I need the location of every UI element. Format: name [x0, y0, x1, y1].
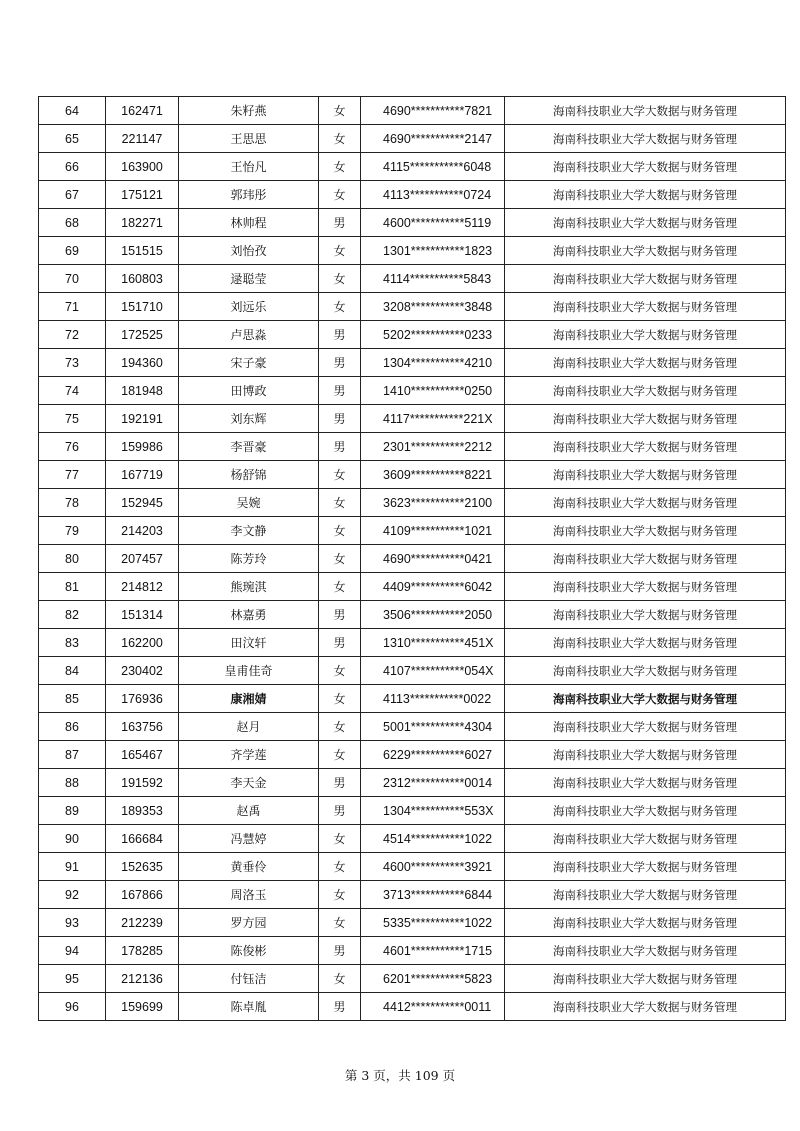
- school-major: 海南科技职业大学大数据与财务管理: [505, 433, 786, 461]
- row-number: 76: [39, 433, 106, 461]
- row-number: 77: [39, 461, 106, 489]
- id-number: 1410***********0250: [361, 377, 505, 405]
- student-name: 陈芳玲: [179, 545, 319, 573]
- school-major: 海南科技职业大学大数据与财务管理: [505, 153, 786, 181]
- table-row: [39, 797, 786, 825]
- table-row: [39, 265, 786, 293]
- student-gender: 女: [319, 881, 361, 909]
- id-number: 5001***********4304: [361, 713, 505, 741]
- table-row: [39, 629, 786, 657]
- student-gender: 女: [319, 293, 361, 321]
- school-major: 海南科技职业大学大数据与财务管理: [505, 97, 786, 125]
- student-name: 田汶轩: [179, 629, 319, 657]
- school-major: 海南科技职业大学大数据与财务管理: [505, 825, 786, 853]
- student-gender: 女: [319, 853, 361, 881]
- id-number: 3506***********2050: [361, 601, 505, 629]
- table-row: [39, 657, 786, 685]
- row-number: 70: [39, 265, 106, 293]
- table-row: [39, 825, 786, 853]
- student-id: 152945: [106, 489, 179, 517]
- student-gender: 男: [319, 377, 361, 405]
- student-id: 151314: [106, 601, 179, 629]
- table-row: [39, 601, 786, 629]
- table-row: [39, 153, 786, 181]
- school-major: 海南科技职业大学大数据与财务管理: [505, 125, 786, 153]
- row-number: 92: [39, 881, 106, 909]
- student-gender: 男: [319, 937, 361, 965]
- student-id: 214812: [106, 573, 179, 601]
- table-row: [39, 545, 786, 573]
- school-major: 海南科技职业大学大数据与财务管理: [505, 377, 786, 405]
- table-row: [39, 433, 786, 461]
- student-id: 214203: [106, 517, 179, 545]
- student-name: 付钰洁: [179, 965, 319, 993]
- id-number: 1304***********553X: [361, 797, 505, 825]
- school-major: 海南科技职业大学大数据与财务管理: [505, 321, 786, 349]
- id-number: 4601***********1715: [361, 937, 505, 965]
- school-major: 海南科技职业大学大数据与财务管理: [505, 713, 786, 741]
- student-id: 189353: [106, 797, 179, 825]
- student-gender: 女: [319, 965, 361, 993]
- table-row: [39, 461, 786, 489]
- table-row: [39, 993, 786, 1021]
- id-number: 4690***********7821: [361, 97, 505, 125]
- student-name: 卢思淼: [179, 321, 319, 349]
- student-name: 黄垂伶: [179, 853, 319, 881]
- student-id: 152635: [106, 853, 179, 881]
- row-number: 96: [39, 993, 106, 1021]
- student-name: 李文静: [179, 517, 319, 545]
- student-id: 162200: [106, 629, 179, 657]
- id-number: 4107***********054X: [361, 657, 505, 685]
- row-number: 90: [39, 825, 106, 853]
- id-number: 4600***********5119: [361, 209, 505, 237]
- student-id: 163900: [106, 153, 179, 181]
- student-name: 王思思: [179, 125, 319, 153]
- table-row: [39, 881, 786, 909]
- student-id: 212136: [106, 965, 179, 993]
- student-gender: 男: [319, 601, 361, 629]
- student-id: 194360: [106, 349, 179, 377]
- row-number: 87: [39, 741, 106, 769]
- student-id: 159699: [106, 993, 179, 1021]
- student-id: 163756: [106, 713, 179, 741]
- student-name: 李天金: [179, 769, 319, 797]
- table-row: [39, 741, 786, 769]
- table-row: [39, 909, 786, 937]
- student-id: 212239: [106, 909, 179, 937]
- student-name: 刘怡孜: [179, 237, 319, 265]
- school-major: 海南科技职业大学大数据与财务管理: [505, 461, 786, 489]
- student-id: 230402: [106, 657, 179, 685]
- student-gender: 女: [319, 685, 361, 713]
- student-gender: 女: [319, 825, 361, 853]
- table-row: [39, 685, 786, 713]
- student-gender: 男: [319, 797, 361, 825]
- table-row: [39, 769, 786, 797]
- id-number: 5202***********0233: [361, 321, 505, 349]
- student-id: 182271: [106, 209, 179, 237]
- school-major: 海南科技职业大学大数据与财务管理: [505, 797, 786, 825]
- student-id: 166684: [106, 825, 179, 853]
- id-number: 4114***********5843: [361, 265, 505, 293]
- id-number: 3713***********6844: [361, 881, 505, 909]
- student-gender: 女: [319, 741, 361, 769]
- student-gender: 男: [319, 629, 361, 657]
- id-number: 6229***********6027: [361, 741, 505, 769]
- school-major: 海南科技职业大学大数据与财务管理: [505, 545, 786, 573]
- table-row: [39, 713, 786, 741]
- student-id: 221147: [106, 125, 179, 153]
- id-number: 4109***********1021: [361, 517, 505, 545]
- student-name: 皇甫佳奇: [179, 657, 319, 685]
- student-id: 191592: [106, 769, 179, 797]
- student-name: 林帅程: [179, 209, 319, 237]
- student-id: 165467: [106, 741, 179, 769]
- row-number: 66: [39, 153, 106, 181]
- table-row: [39, 293, 786, 321]
- school-major: 海南科技职业大学大数据与财务管理: [505, 405, 786, 433]
- school-major: 海南科技职业大学大数据与财务管理: [505, 181, 786, 209]
- student-name: 刘远乐: [179, 293, 319, 321]
- school-major: 海南科技职业大学大数据与财务管理: [505, 881, 786, 909]
- table-row: [39, 349, 786, 377]
- row-number: 65: [39, 125, 106, 153]
- student-gender: 女: [319, 657, 361, 685]
- school-major: 海南科技职业大学大数据与财务管理: [505, 965, 786, 993]
- student-gender: 女: [319, 153, 361, 181]
- row-number: 64: [39, 97, 106, 125]
- id-number: 2312***********0014: [361, 769, 505, 797]
- student-name: 吴婉: [179, 489, 319, 517]
- id-number: 4600***********3921: [361, 853, 505, 881]
- row-number: 68: [39, 209, 106, 237]
- table-row: [39, 97, 786, 125]
- student-gender: 男: [319, 433, 361, 461]
- school-major: 海南科技职业大学大数据与财务管理: [505, 209, 786, 237]
- student-id: 159986: [106, 433, 179, 461]
- table-row: [39, 377, 786, 405]
- id-number: 4113***********0724: [361, 181, 505, 209]
- id-number: 3208***********3848: [361, 293, 505, 321]
- table-row: [39, 181, 786, 209]
- student-name: 齐学莲: [179, 741, 319, 769]
- id-number: 4412***********0011: [361, 993, 505, 1021]
- student-gender: 男: [319, 993, 361, 1021]
- student-gender: 女: [319, 461, 361, 489]
- student-id: 175121: [106, 181, 179, 209]
- row-number: 93: [39, 909, 106, 937]
- student-gender: 女: [319, 125, 361, 153]
- school-major: 海南科技职业大学大数据与财务管理: [505, 937, 786, 965]
- student-name: 刘东辉: [179, 405, 319, 433]
- table-row: [39, 489, 786, 517]
- id-number: 5335***********1022: [361, 909, 505, 937]
- student-name: 赵禹: [179, 797, 319, 825]
- student-name: 陈卓胤: [179, 993, 319, 1021]
- student-id: 178285: [106, 937, 179, 965]
- student-id: 181948: [106, 377, 179, 405]
- table-row: [39, 517, 786, 545]
- student-name: 熊琬淇: [179, 573, 319, 601]
- school-major: 海南科技职业大学大数据与财务管理: [505, 349, 786, 377]
- student-name: 杨舒锦: [179, 461, 319, 489]
- row-number: 91: [39, 853, 106, 881]
- student-name: 郭玮彤: [179, 181, 319, 209]
- id-number: 6201***********5823: [361, 965, 505, 993]
- row-number: 84: [39, 657, 106, 685]
- table-row: [39, 209, 786, 237]
- table-row: [39, 321, 786, 349]
- id-number: 4113***********0022: [361, 685, 505, 713]
- row-number: 79: [39, 517, 106, 545]
- id-number: 4690***********2147: [361, 125, 505, 153]
- id-number: 1304***********4210: [361, 349, 505, 377]
- id-number: 4115***********6048: [361, 153, 505, 181]
- school-major: 海南科技职业大学大数据与财务管理: [505, 293, 786, 321]
- row-number: 73: [39, 349, 106, 377]
- student-id: 162471: [106, 97, 179, 125]
- student-name: 冯慧婷: [179, 825, 319, 853]
- school-major: 海南科技职业大学大数据与财务管理: [505, 629, 786, 657]
- row-number: 83: [39, 629, 106, 657]
- student-name: 陈俊彬: [179, 937, 319, 965]
- student-name: 赵月: [179, 713, 319, 741]
- student-gender: 女: [319, 265, 361, 293]
- school-major: 海南科技职业大学大数据与财务管理: [505, 601, 786, 629]
- school-major: 海南科技职业大学大数据与财务管理: [505, 517, 786, 545]
- row-number: 94: [39, 937, 106, 965]
- student-name: 李晋豪: [179, 433, 319, 461]
- student-gender: 女: [319, 237, 361, 265]
- row-number: 82: [39, 601, 106, 629]
- table-row: [39, 965, 786, 993]
- student-name: 朱籽燕: [179, 97, 319, 125]
- student-gender: 男: [319, 769, 361, 797]
- student-id: 207457: [106, 545, 179, 573]
- student-name: 林嘉勇: [179, 601, 319, 629]
- student-gender: 女: [319, 517, 361, 545]
- student-id: 172525: [106, 321, 179, 349]
- student-id: 151515: [106, 237, 179, 265]
- student-name: 田博政: [179, 377, 319, 405]
- school-major: 海南科技职业大学大数据与财务管理: [505, 657, 786, 685]
- table-row: [39, 937, 786, 965]
- student-name: 罗方园: [179, 909, 319, 937]
- id-number: 3623***********2100: [361, 489, 505, 517]
- student-id: 160803: [106, 265, 179, 293]
- table-row: [39, 573, 786, 601]
- id-number: 4690***********0421: [361, 545, 505, 573]
- row-number: 78: [39, 489, 106, 517]
- page-footer: 第 3 页，共 109 页: [344, 1068, 456, 1083]
- row-number: 74: [39, 377, 106, 405]
- student-name: 逯聪莹: [179, 265, 319, 293]
- student-id: 167866: [106, 881, 179, 909]
- row-number: 71: [39, 293, 106, 321]
- student-id: 151710: [106, 293, 179, 321]
- school-major: 海南科技职业大学大数据与财务管理: [505, 265, 786, 293]
- student-id: 176936: [106, 685, 179, 713]
- table-body: [39, 97, 786, 1021]
- row-number: 88: [39, 769, 106, 797]
- row-number: 85: [39, 685, 106, 713]
- school-major: 海南科技职业大学大数据与财务管理: [505, 489, 786, 517]
- school-major: 海南科技职业大学大数据与财务管理: [505, 993, 786, 1021]
- school-major: 海南科技职业大学大数据与财务管理: [505, 685, 786, 713]
- student-name: 王怡凡: [179, 153, 319, 181]
- student-name: 宋子豪: [179, 349, 319, 377]
- id-number: 3609***********8221: [361, 461, 505, 489]
- row-number: 95: [39, 965, 106, 993]
- school-major: 海南科技职业大学大数据与财务管理: [505, 769, 786, 797]
- student-gender: 女: [319, 713, 361, 741]
- student-name: 周洛玉: [179, 881, 319, 909]
- school-major: 海南科技职业大学大数据与财务管理: [505, 909, 786, 937]
- row-number: 72: [39, 321, 106, 349]
- student-id: 167719: [106, 461, 179, 489]
- table-row: [39, 125, 786, 153]
- student-gender: 女: [319, 573, 361, 601]
- row-number: 80: [39, 545, 106, 573]
- student-gender: 男: [319, 349, 361, 377]
- id-number: 1301***********1823: [361, 237, 505, 265]
- student-gender: 女: [319, 97, 361, 125]
- student-list-table: [38, 96, 786, 1021]
- school-major: 海南科技职业大学大数据与财务管理: [505, 853, 786, 881]
- student-gender: 女: [319, 489, 361, 517]
- id-number: 1310***********451X: [361, 629, 505, 657]
- row-number: 86: [39, 713, 106, 741]
- id-number: 4514***********1022: [361, 825, 505, 853]
- row-number: 89: [39, 797, 106, 825]
- student-gender: 男: [319, 405, 361, 433]
- student-gender: 男: [319, 209, 361, 237]
- school-major: 海南科技职业大学大数据与财务管理: [505, 573, 786, 601]
- id-number: 4409***********6042: [361, 573, 505, 601]
- table-row: [39, 405, 786, 433]
- student-gender: 女: [319, 909, 361, 937]
- student-gender: 女: [319, 545, 361, 573]
- school-major: 海南科技职业大学大数据与财务管理: [505, 237, 786, 265]
- student-name: 康湘婧: [179, 685, 319, 713]
- row-number: 67: [39, 181, 106, 209]
- student-gender: 男: [319, 321, 361, 349]
- row-number: 81: [39, 573, 106, 601]
- row-number: 75: [39, 405, 106, 433]
- student-gender: 女: [319, 181, 361, 209]
- school-major: 海南科技职业大学大数据与财务管理: [505, 741, 786, 769]
- student-id: 192191: [106, 405, 179, 433]
- table-row: [39, 853, 786, 881]
- id-number: 4117***********221X: [361, 405, 505, 433]
- id-number: 2301***********2212: [361, 433, 505, 461]
- table-row: [39, 237, 786, 265]
- row-number: 69: [39, 237, 106, 265]
